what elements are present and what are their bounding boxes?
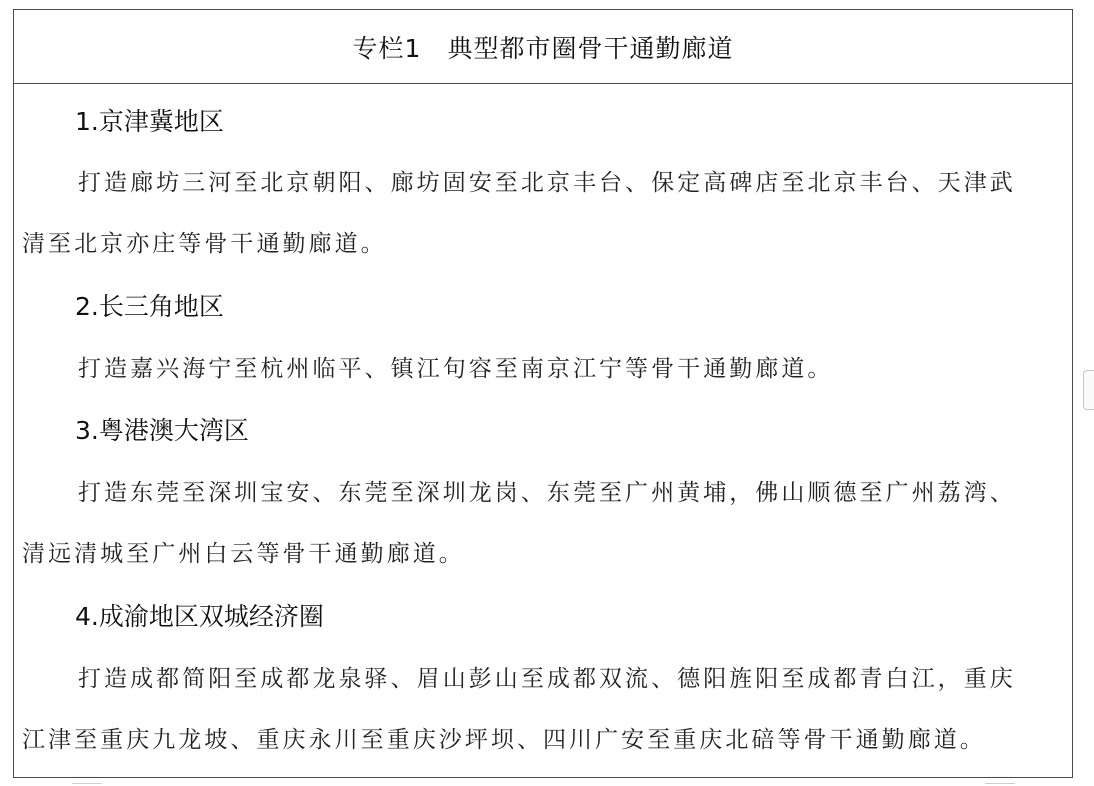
section-2-line-1: 打造嘉兴海宁至杭州临平、镇江句容至南京江宁等骨干通勤廊道。 [78, 356, 834, 382]
section-1-line-2: 清至北京亦庄等骨干通勤廊道。 [22, 231, 387, 257]
page-corner-mark-left [72, 783, 102, 784]
column-label: 专栏1 [352, 33, 422, 63]
section-heading-3: 3.粤港澳大湾区 [75, 416, 249, 445]
column-title [14, 10, 1072, 84]
section-heading-4: 4.成渝地区双城经济圈 [75, 602, 324, 631]
section-1-line-1: 打造廊坊三河至北京朝阳、廊坊固安至北京丰台、保定高碑店至北京丰台、天津武 [78, 170, 1016, 196]
side-scroll-tab[interactable] [1083, 370, 1094, 410]
section-heading-2: 2.长三角地区 [75, 292, 224, 321]
section-4-line-2: 江津至重庆九龙坡、重庆永川至重庆沙坪坝、四川广安至重庆北碚等骨干通勤廊道。 [22, 727, 986, 753]
column-box [13, 9, 1073, 778]
column-title-text: 典型都市圈骨干通勤廊道 [447, 33, 734, 63]
section-3-line-1: 打造东莞至深圳宝安、东莞至深圳龙岗、东莞至广州黄埔，佛山顺德至广州荔湾、 [78, 480, 1016, 506]
section-heading-1: 1.京津冀地区 [75, 107, 224, 136]
section-4-line-1: 打造成都简阳至成都龙泉驿、眉山彭山至成都双流、德阳旌阳至成都青白江，重庆 [78, 666, 1016, 692]
section-3-line-2: 清远清城至广州白云等骨干通勤廊道。 [22, 541, 465, 567]
page-corner-mark-right [985, 783, 1015, 784]
